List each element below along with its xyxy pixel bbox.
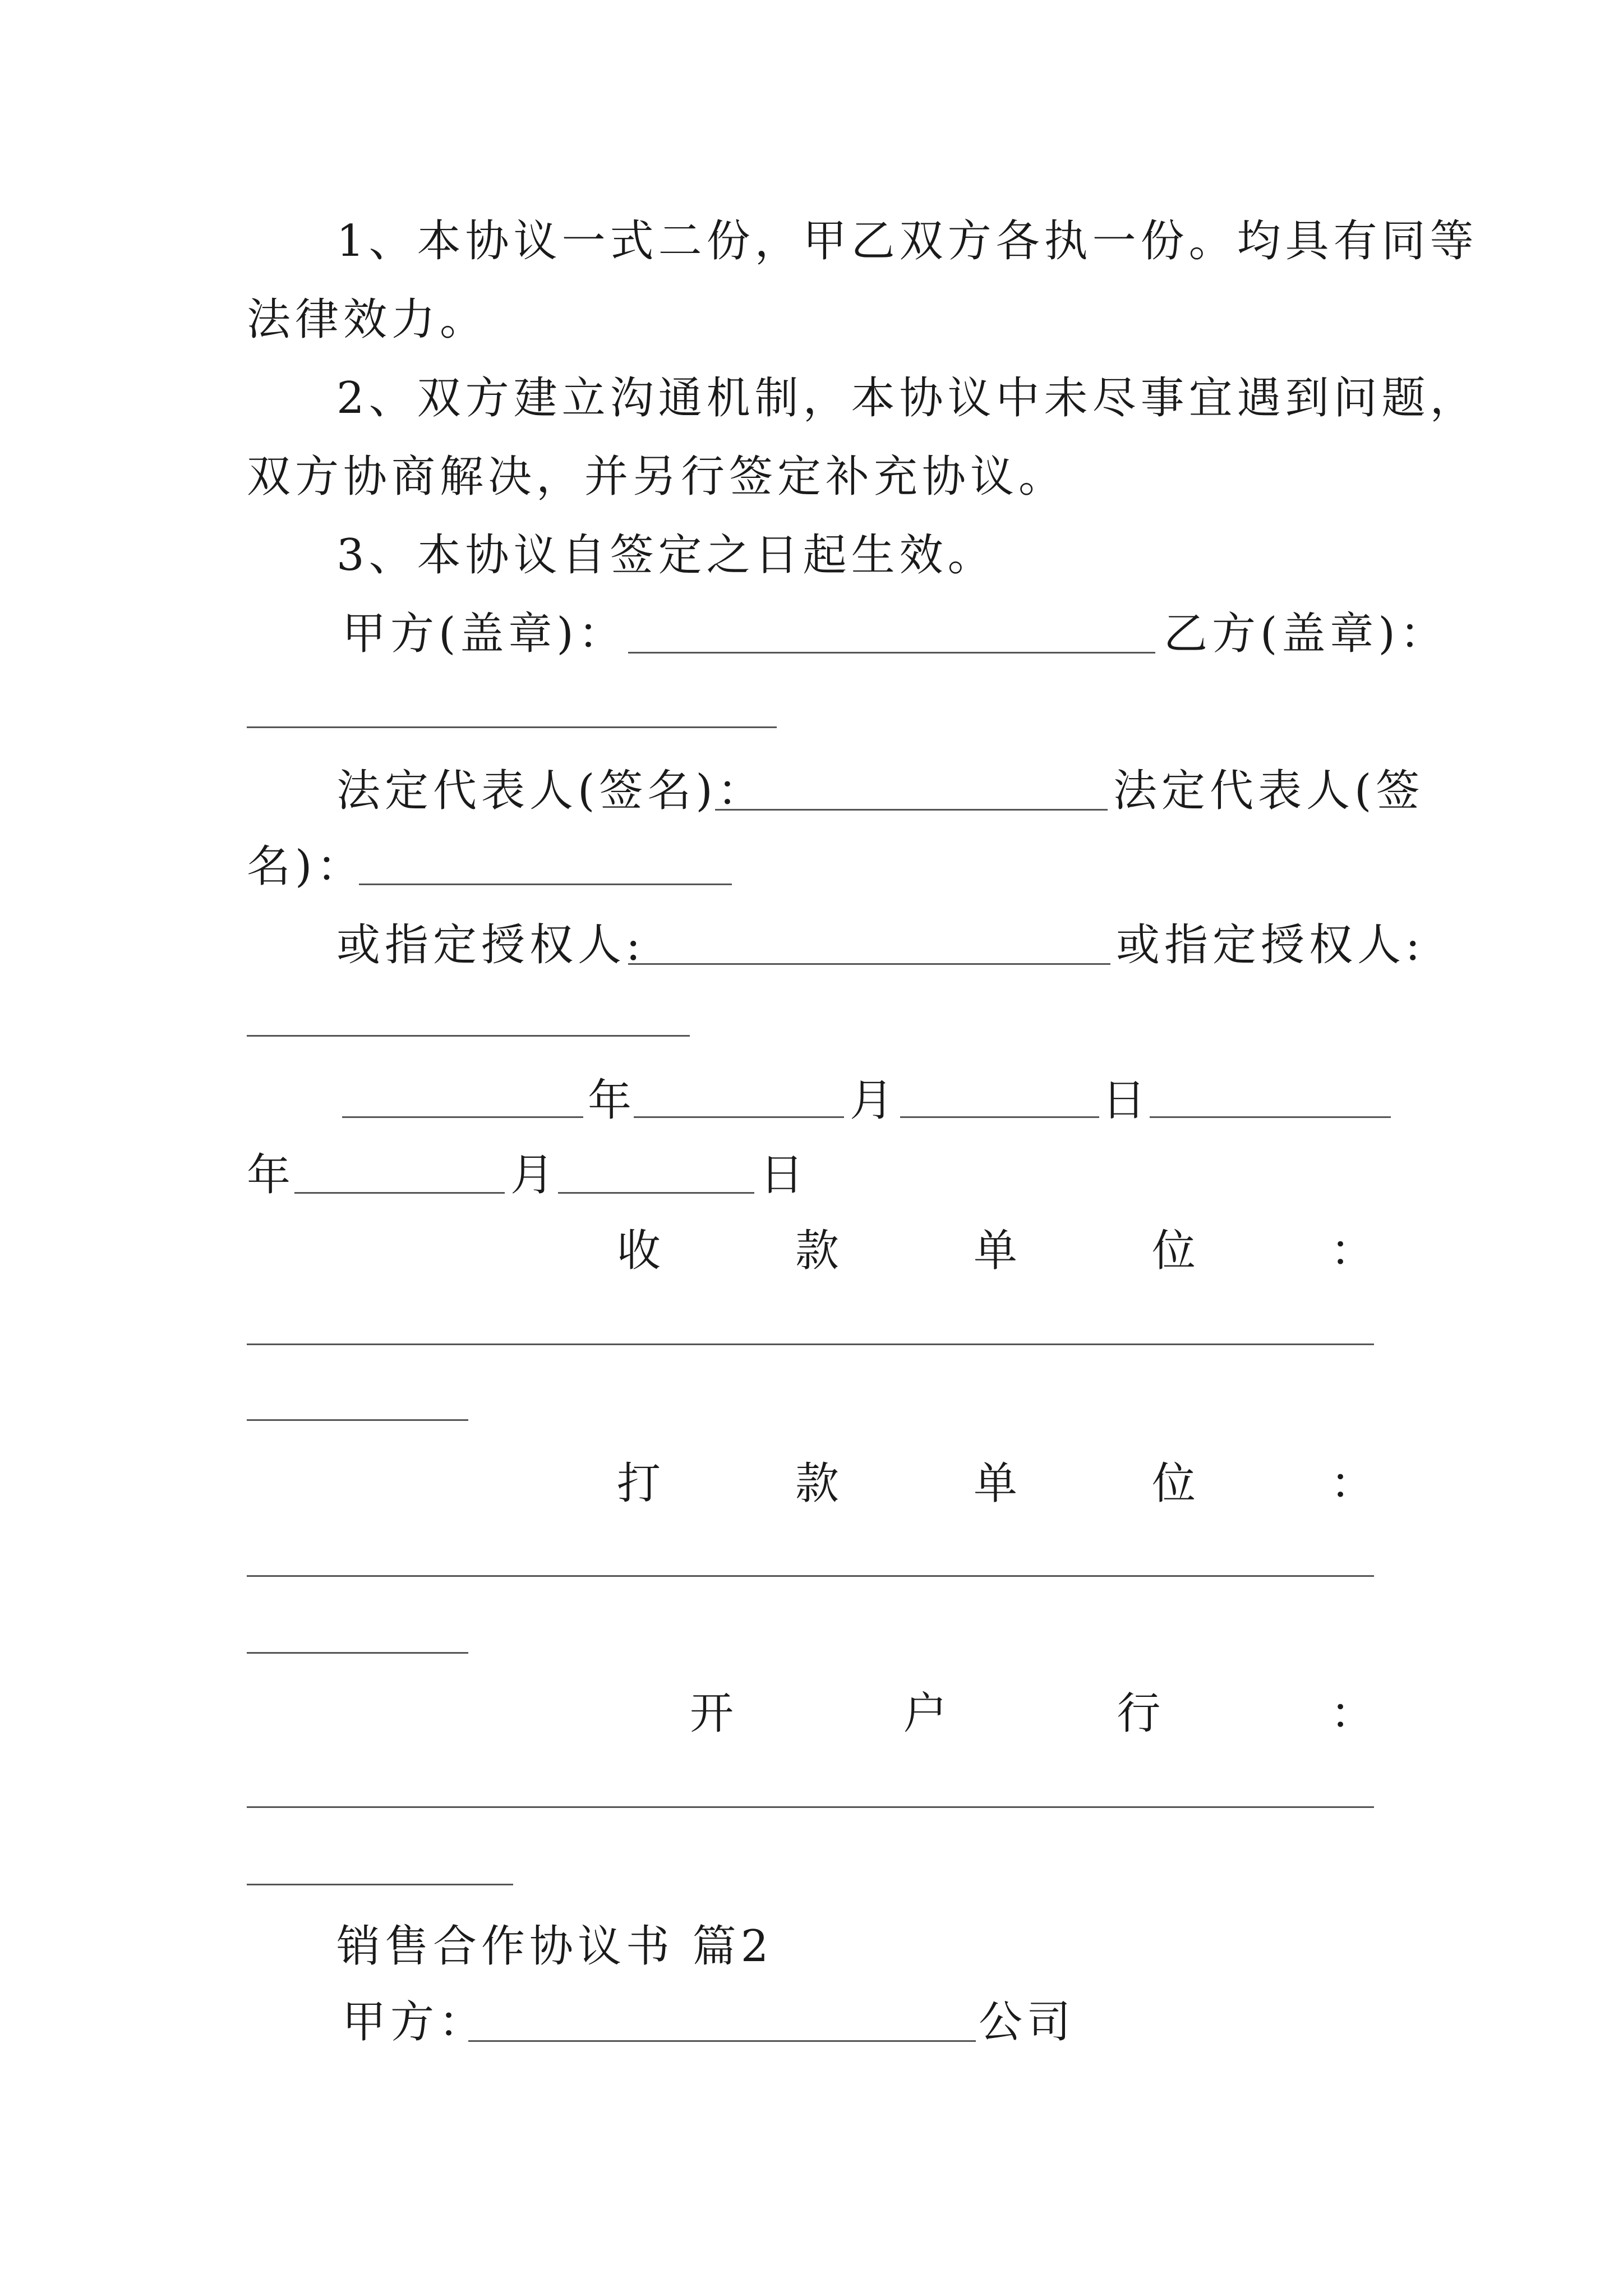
date-b-month-label: 月 bbox=[510, 1150, 559, 1200]
date-b-day-blank bbox=[558, 1192, 754, 1194]
payee-blank-2 bbox=[247, 1419, 468, 1421]
payee-char: 款 bbox=[795, 1226, 839, 1276]
payer-blank-2 bbox=[247, 1652, 468, 1654]
auth-a-blank bbox=[628, 963, 1110, 965]
bank-char: 行 bbox=[1117, 1688, 1161, 1739]
clause-1-line-1: 1、本协议一式二份，甲乙双方各执一份。均具有同等 bbox=[336, 216, 1478, 266]
bank-blank-1 bbox=[247, 1806, 1374, 1808]
date-b-year-label: 年 bbox=[247, 1150, 296, 1200]
rep-b-label-part2: 名)： bbox=[247, 841, 365, 892]
payee-char: ： bbox=[1330, 1226, 1374, 1276]
date-b-month-blank bbox=[294, 1192, 505, 1194]
payee-char: 收 bbox=[617, 1226, 661, 1276]
payer-char: 位 bbox=[1151, 1458, 1196, 1509]
auth-b-label: 或指定授权人: bbox=[1116, 920, 1425, 970]
clause-2-line-2: 双方协商解决，并另行签定补充协议。 bbox=[247, 452, 1067, 502]
date-a-day-label: 日 bbox=[1102, 1075, 1151, 1126]
bank-char: 开 bbox=[690, 1688, 734, 1739]
payee-blank-1 bbox=[247, 1343, 1374, 1345]
bank-label bbox=[690, 1686, 1374, 1742]
rep-a-blank bbox=[715, 809, 1108, 811]
date-a-day-blank bbox=[900, 1116, 1099, 1118]
payer-char: 单 bbox=[973, 1458, 1017, 1509]
date-a-year-blank bbox=[342, 1116, 583, 1118]
section-2-company-suffix: 公司 bbox=[979, 1997, 1076, 2047]
party-a-seal-blank bbox=[628, 652, 1155, 654]
bank-char: ： bbox=[1330, 1688, 1374, 1739]
payer-char: 打 bbox=[617, 1458, 661, 1509]
date-b-day-label: 日 bbox=[760, 1150, 809, 1200]
clause-1-line-2: 法律效力。 bbox=[247, 295, 488, 345]
date-a-month-label: 月 bbox=[850, 1075, 898, 1126]
rep-a-label: 法定代表人(签名)： bbox=[336, 766, 766, 816]
party-a-seal-label: 甲方(盖章)： bbox=[342, 609, 626, 659]
section-2-title: 销售合作协议书 篇2 bbox=[336, 1921, 773, 1972]
date-a-year-label: 年 bbox=[588, 1075, 637, 1126]
payee-label bbox=[617, 1223, 1374, 1279]
auth-a-label: 或指定授权人: bbox=[336, 920, 645, 970]
rep-b-label-part1: 法定代表人(签 bbox=[1113, 766, 1424, 816]
bank-char: 户 bbox=[903, 1688, 947, 1739]
party-b-seal-label: 乙方(盖章)： bbox=[1164, 609, 1448, 659]
date-a-month-blank bbox=[634, 1116, 844, 1118]
payer-blank-1 bbox=[247, 1575, 1374, 1577]
payee-char: 单 bbox=[973, 1226, 1017, 1276]
rep-b-blank bbox=[359, 884, 732, 885]
payer-label bbox=[617, 1456, 1374, 1512]
auth-b-blank bbox=[247, 1035, 690, 1037]
payee-char: 位 bbox=[1151, 1226, 1196, 1276]
payer-char: 款 bbox=[795, 1458, 839, 1509]
party-b-seal-blank bbox=[247, 726, 777, 728]
clause-3: 3、本协议自签定之日起生效。 bbox=[336, 530, 996, 581]
bank-blank-2 bbox=[247, 1884, 513, 1885]
section-2-party-a-label: 甲方： bbox=[342, 1997, 487, 2047]
payer-char: ： bbox=[1330, 1458, 1374, 1509]
section-2-party-a-blank bbox=[468, 2040, 976, 2042]
date-b-year-blank bbox=[1150, 1116, 1391, 1118]
clause-2-line-1: 2、双方建立沟通机制，本协议中未尽事宜遇到问题， bbox=[336, 373, 1478, 424]
